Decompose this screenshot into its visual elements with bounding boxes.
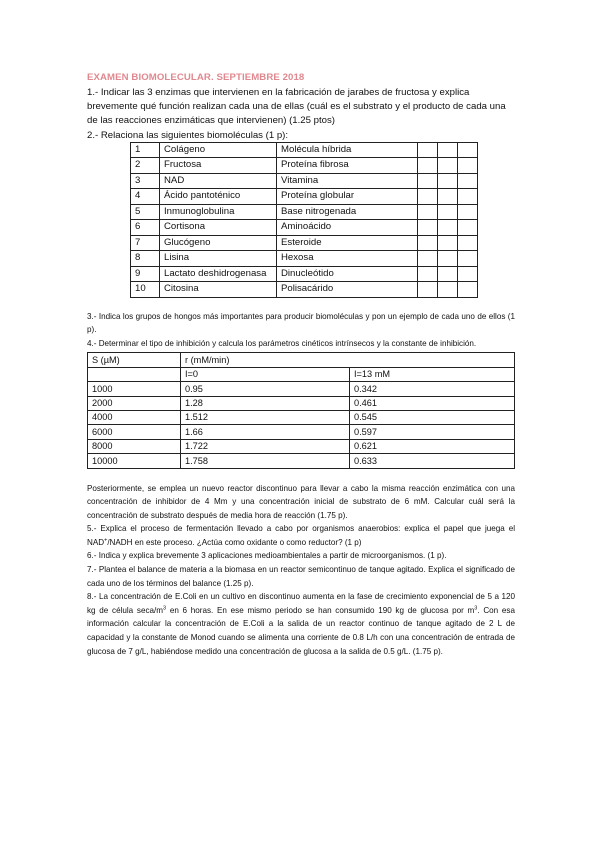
answer-cell-3: [458, 189, 478, 205]
q8-text-c: . Con esa información calcular la concentración de E.Coli a la salida de un reactor continuo de tanque agitado de 2 L de capacidad y la constante de Monod cuando se alimenta una corriente de 0.8 L/h con una concentración de entrada de glucosa de 7 g/L, habiéndose medido una concentración de glucosa a la salida de 0.5 g/L. (1.75 p).: [87, 605, 515, 656]
answer-cell-3: [458, 173, 478, 189]
biomolecule-type: Molécula híbrida: [277, 142, 418, 158]
biomolecule-type: Esteroide: [277, 235, 418, 251]
answer-cell-3: [458, 251, 478, 267]
answer-cell-3: [458, 266, 478, 282]
biomolecule-row: [131, 235, 478, 251]
rate-no-inhibitor: 1.512: [181, 410, 350, 424]
answer-cell-2: [438, 173, 458, 189]
kinetics-row: [88, 454, 515, 468]
biomolecule-name: Lisina: [160, 251, 277, 267]
subheader-empty: [88, 367, 181, 381]
q5-superscript: +: [104, 537, 108, 544]
biomolecule-type: Base nitrogenada: [277, 204, 418, 220]
biomolecule-row: [131, 158, 478, 174]
biomolecule-name: Colágeno: [160, 142, 277, 158]
substrate-value: 2000: [88, 396, 181, 410]
rate-no-inhibitor: 1.722: [181, 439, 350, 453]
rate-inhibitor: 0.342: [350, 382, 515, 396]
answer-cell-1: [418, 220, 438, 236]
answer-cell-1: [418, 266, 438, 282]
answer-cell-1: [418, 251, 438, 267]
biomolecule-row: [131, 142, 478, 158]
kinetics-header-row: [88, 353, 515, 367]
row-number: 2: [131, 158, 160, 174]
row-number: 6: [131, 220, 160, 236]
row-number: 8: [131, 251, 160, 267]
question-7: 7.- Plantea el balance de materia a la biomasa en un reactor semicontinuo de tanque agitado. Explica el significado de cada uno de los términos del balance (1.25 p).: [87, 565, 515, 588]
answer-cell-2: [438, 235, 458, 251]
answer-cell-3: [458, 235, 478, 251]
biomolecule-type: Aminoácido: [277, 220, 418, 236]
answer-cell-2: [438, 282, 458, 298]
rate-inhibitor: 0.461: [350, 396, 515, 410]
kinetics-row: [88, 410, 515, 424]
q8-text-a: 8.- La concentración de E.Coli en un cultivo en discontinuo aumenta en la fase de crecimiento exponencial de 5 a 120 kg de célula seca/m: [87, 592, 515, 615]
answer-cell-1: [418, 158, 438, 174]
answer-cell-2: [438, 158, 458, 174]
biomolecule-name: Glucógeno: [160, 235, 277, 251]
row-number: 9: [131, 266, 160, 282]
kinetics-row: [88, 425, 515, 439]
question-2: 2.- Relaciona las siguientes biomoléculas (1 p):: [87, 129, 289, 141]
q8-superscript-2: 3: [474, 605, 478, 612]
row-number: 3: [131, 173, 160, 189]
biomolecule-type: Proteína fibrosa: [277, 158, 418, 174]
rate-no-inhibitor: 1.66: [181, 425, 350, 439]
answer-cell-2: [438, 220, 458, 236]
biomolecule-row: [131, 173, 478, 189]
biomolecule-row: [131, 266, 478, 282]
biomolecule-row: [131, 251, 478, 267]
question-6: 6.- Indica y explica brevemente 3 aplicaciones medioambientales a partir de microorganismos. (1 p).: [87, 551, 447, 561]
q5-text-a: 5.- Explica el proceso de fermentación llevado a cabo por organismos anaerobios: explica el papel que juega el NAD: [87, 524, 515, 547]
row-number: 5: [131, 204, 160, 220]
biomolecule-name: Ácido pantoténico: [160, 189, 277, 205]
row-number: 10: [131, 282, 160, 298]
rate-inhibitor: 0.633: [350, 454, 515, 468]
question-1: 1.- Indicar las 3 enzimas que intervienen en la fabricación de jarabes de fructosa y explica brevemente qué función realizan cada una de ellas (cuál es el substrato y el producto de cada una de las reacciones enzimáticas que intervienen) (1.25 ptos): [87, 87, 506, 127]
answer-cell-1: [418, 173, 438, 189]
answer-cell-2: [438, 266, 458, 282]
biomolecule-row: [131, 220, 478, 236]
answer-cell-1: [418, 204, 438, 220]
biomolecule-type: Polisacárido: [277, 282, 418, 298]
biomolecule-type: Vitamina: [277, 173, 418, 189]
rate-no-inhibitor: 1.28: [181, 396, 350, 410]
answer-cell-3: [458, 220, 478, 236]
answer-cell-1: [418, 235, 438, 251]
question-5: [87, 522, 515, 549]
answer-cell-3: [458, 282, 478, 298]
header-i0: I=0: [181, 367, 350, 381]
question-4: 4.- Determinar el tipo de inhibición y calcula los parámetros cinéticos intrínsecos y la constante de inhibición.: [87, 338, 477, 348]
biomolecule-table: [130, 142, 478, 298]
header-substrate: S (µM): [88, 353, 181, 367]
biomolecule-name: NAD: [160, 173, 277, 189]
header-rate: r (mM/min): [181, 353, 515, 367]
biomolecule-name: Citosina: [160, 282, 277, 298]
kinetics-row: [88, 396, 515, 410]
rate-no-inhibitor: 1.758: [181, 454, 350, 468]
q8-superscript-1: 3: [163, 605, 167, 612]
rate-no-inhibitor: 0.95: [181, 382, 350, 396]
answer-cell-2: [438, 251, 458, 267]
q5-text-b: /NADH en este proceso. ¿Actúa como oxidante o como reductor? (1 p): [107, 537, 362, 547]
question-4b: Posteriormente, se emplea un nuevo reactor discontinuo para llevar a cabo la misma reacción enzimática con una concentración de inhibidor de 4 Mm y una concentración inicial de substrato de 6 mM. Calcular cuál será la concentración de substrato después de media hora de reacción (1.75 p).: [87, 483, 515, 520]
biomolecule-row: [131, 282, 478, 298]
kinetics-subheader-row: [88, 367, 515, 381]
biomolecule-name: Lactato deshidrogenasa: [160, 266, 277, 282]
biomolecule-row: [131, 204, 478, 220]
q8-text-b: en 6 horas. En ese mismo periodo se han consumido 190 kg de glucosa por m: [166, 605, 475, 615]
question-8: [87, 590, 515, 658]
biomolecule-name: Cortisona: [160, 220, 277, 236]
answer-cell-2: [438, 142, 458, 158]
substrate-value: 6000: [88, 425, 181, 439]
kinetics-row: [88, 439, 515, 453]
biomolecule-name: Inmunoglobulina: [160, 204, 277, 220]
answer-cell-3: [458, 142, 478, 158]
answer-cell-2: [438, 189, 458, 205]
substrate-value: 10000: [88, 454, 181, 468]
rate-inhibitor: 0.597: [350, 425, 515, 439]
answer-cell-1: [418, 142, 438, 158]
biomolecule-row: [131, 189, 478, 205]
substrate-value: 1000: [88, 382, 181, 396]
substrate-value: 4000: [88, 410, 181, 424]
rate-inhibitor: 0.621: [350, 439, 515, 453]
rate-inhibitor: 0.545: [350, 410, 515, 424]
exam-title: EXAMEN BIOMOLECULAR. SEPTIEMBRE 2018: [87, 72, 305, 83]
biomolecule-type: Proteína globular: [277, 189, 418, 205]
exam-page: [87, 72, 515, 658]
answer-cell-1: [418, 282, 438, 298]
answer-cell-2: [438, 204, 458, 220]
answer-cell-1: [418, 189, 438, 205]
substrate-value: 8000: [88, 439, 181, 453]
kinetics-row: [88, 382, 515, 396]
biomolecule-name: Fructosa: [160, 158, 277, 174]
header-i13: I=13 mM: [350, 367, 515, 381]
row-number: 1: [131, 142, 160, 158]
row-number: 4: [131, 189, 160, 205]
answer-cell-3: [458, 158, 478, 174]
question-3: 3.- Indica los grupos de hongos más importantes para producir biomoléculas y pon un ejemplo de cada uno de ellos (1 p).: [87, 311, 515, 335]
row-number: 7: [131, 235, 160, 251]
biomolecule-type: Hexosa: [277, 251, 418, 267]
answer-cell-3: [458, 204, 478, 220]
kinetics-table: [87, 352, 515, 468]
biomolecule-type: Dinucleótido: [277, 266, 418, 282]
